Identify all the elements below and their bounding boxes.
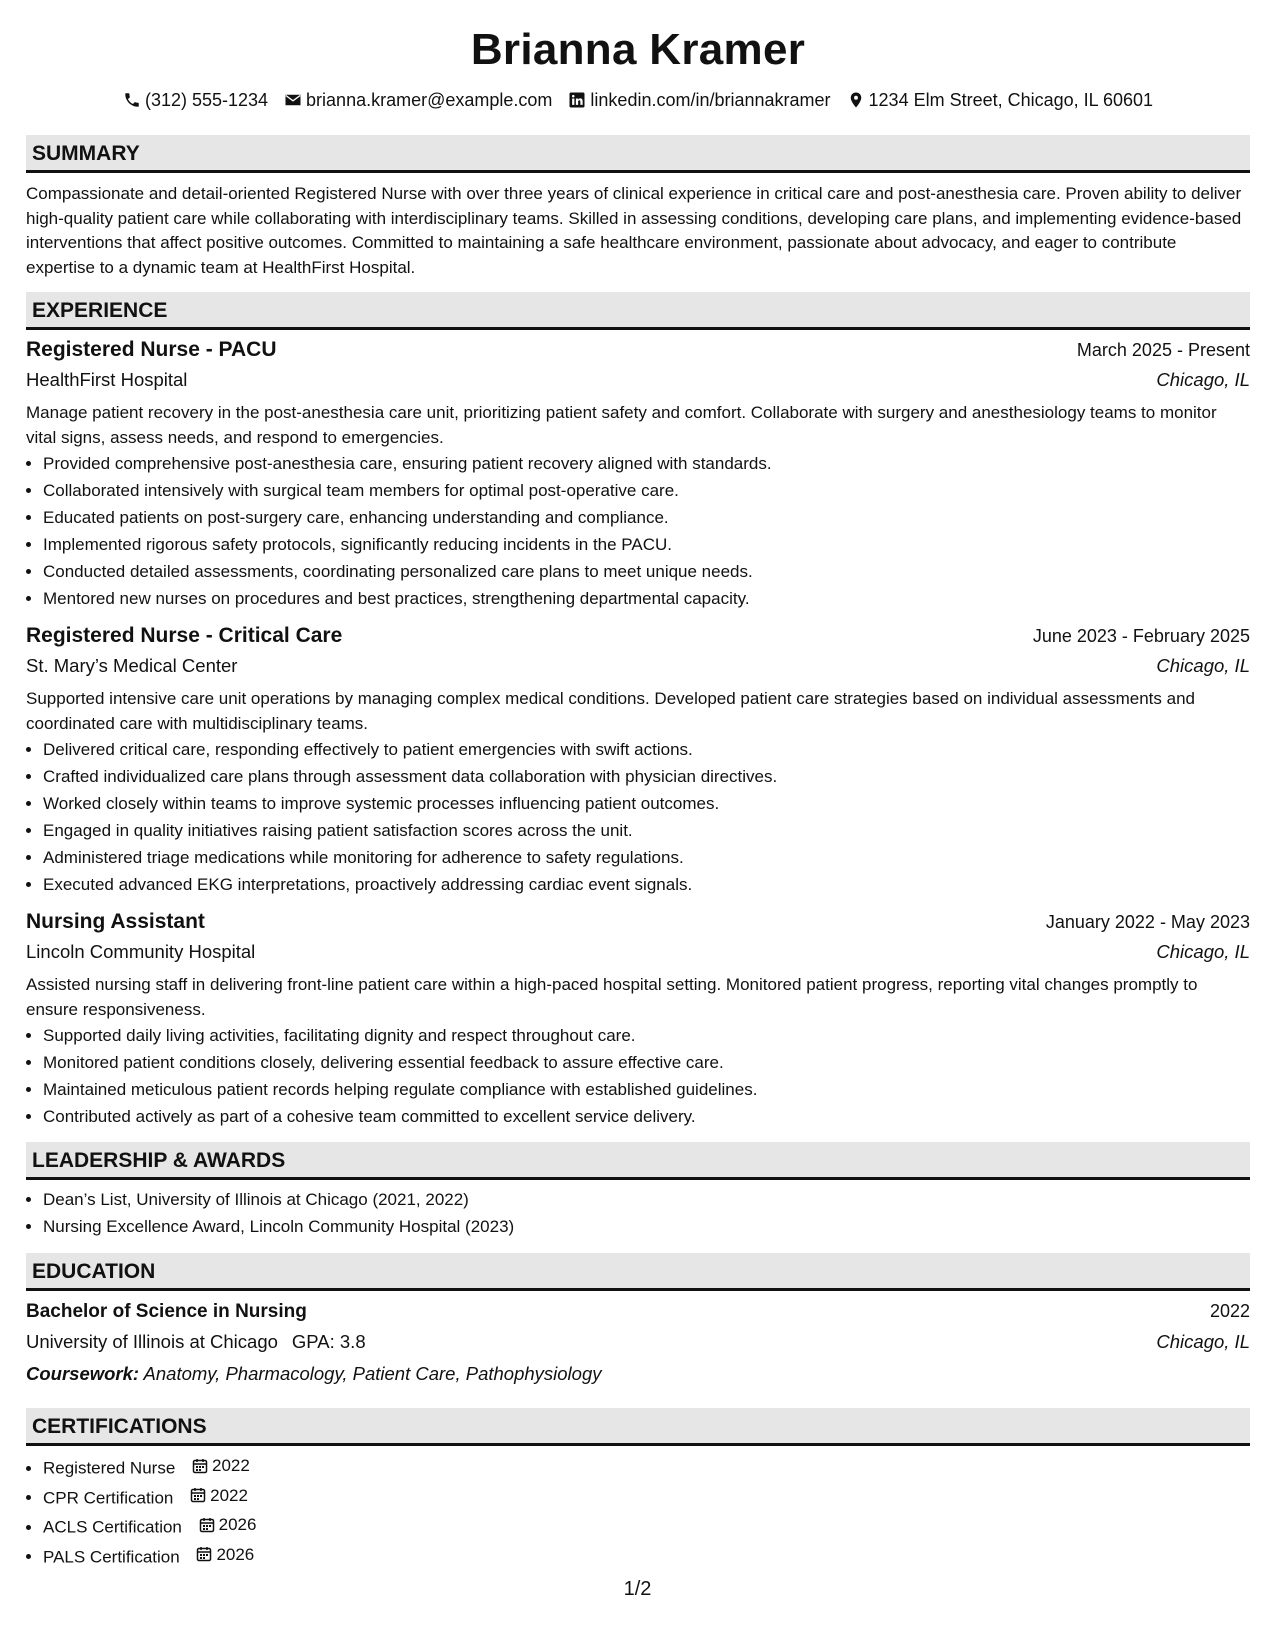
- resume-page: [26, 0, 1250, 1570]
- summary-section: [26, 135, 1250, 280]
- list-item: • Administered triage medications while monitoring for adherence to safety regulations.: [43, 844, 1250, 871]
- page-number: 1/2: [623, 1578, 652, 1600]
- list-item: • Worked closely within teams to improve systemic processes influencing patient outcomes.: [43, 790, 1250, 817]
- contact-address: [847, 89, 1154, 111]
- job-dates: January 2022 - May 2023: [1045, 912, 1250, 932]
- calendar-icon: [199, 1517, 215, 1533]
- certifications-section: [26, 1408, 1250, 1570]
- contact-bar: [26, 89, 1250, 111]
- candidate-name: Brianna Kramer: [470, 25, 806, 74]
- calendar-icon: [192, 1458, 208, 1474]
- job-organization: HealthFirst Hospital: [26, 369, 188, 390]
- certification-name: CPR Certification: [43, 1488, 174, 1507]
- certification-name: ACLS Certification: [43, 1517, 182, 1537]
- list-item: • Nursing Excellence Award, Lincoln Community Hospital (2023): [43, 1213, 1250, 1240]
- calendar-icon: [196, 1546, 212, 1562]
- list-item: • Maintained meticulous patient records helping regulate compliance with established guidelines.: [43, 1076, 1250, 1103]
- list-item: • Executed advanced EKG interpretations, proactively addressing cardiac event signals.: [43, 871, 1250, 898]
- list-item: • Supported daily living activities, facilitating dignity and respect throughout care.: [43, 1022, 1250, 1049]
- job-bullets: [26, 1022, 1250, 1130]
- job-entry: [26, 907, 1250, 1130]
- list-item: • Engaged in quality initiatives raising patient satisfaction scores across the unit.: [43, 817, 1250, 844]
- certification-year: 2026: [218, 1515, 257, 1534]
- degree-title: Bachelor of Science in Nursing: [26, 1301, 307, 1322]
- summary-text: Compassionate and detail-oriented Registered Nurse with over three years of clinical experience in critical care and post-anesthesia care. Proven ability to deliver high-quality patient care while collaborating with interdisciplinary teams. Skilled in assessing conditions, developing care plans, and implementing evidence-based interventions that affect positive outcomes. Committed to maintaining a safe healthcare environment, passionate about advocacy, and eager to contribute expertise to a dynamic team at HealthFirst Hospital.: [26, 184, 1242, 277]
- school-line: [26, 1327, 366, 1357]
- list-item: • Implemented rigorous safety protocols, significantly reducing incidents in the PACU.: [43, 531, 1250, 558]
- certification-year: 2022: [212, 1456, 250, 1475]
- section-heading: LEADERSHIP & AWARDS: [26, 1142, 1250, 1180]
- job-title: Nursing Assistant: [26, 910, 205, 933]
- contact-email: [284, 89, 552, 111]
- list-item: [43, 1511, 1250, 1541]
- coursework-line: [26, 1359, 1250, 1389]
- job-location: Chicago, IL: [1156, 655, 1250, 676]
- coursework-list: Anatomy, Pharmacology, Patient Care, Pathophysiology: [143, 1363, 602, 1384]
- list-item: • Conducted detailed assessments, coordinating personalized care plans to meet unique needs.: [43, 558, 1250, 585]
- list-item: [43, 1482, 1250, 1512]
- section-heading: EDUCATION: [26, 1253, 1250, 1291]
- job-description: Manage patient recovery in the post-anesthesia care unit, prioritizing patient safety and comfort. Collaborate with surgery and anesthesiology teams to monitor vital signs, assess needs, and respond to emergencies.: [26, 403, 1217, 447]
- certification-name: PALS Certification: [43, 1547, 180, 1566]
- email-text[interactable]: brianna.kramer@example.com: [306, 90, 553, 110]
- gpa: GPA: 3.8: [291, 1331, 366, 1352]
- school-location: Chicago, IL: [1156, 1331, 1250, 1352]
- section-heading: EXPERIENCE: [26, 292, 1250, 330]
- list-item: • Delivered critical care, responding effectively to patient emergencies with swift actions.: [43, 736, 1250, 763]
- experience-section: [26, 292, 1250, 1130]
- certification-year: 2026: [216, 1544, 255, 1564]
- list-item: [43, 1541, 1250, 1571]
- job-title: Registered Nurse - Critical Care: [26, 624, 343, 647]
- job-entry: [26, 335, 1250, 612]
- job-entry: [26, 621, 1250, 898]
- linkedin-icon: [568, 91, 586, 109]
- education-section: [26, 1253, 1250, 1389]
- coursework-label: Coursework:: [26, 1363, 140, 1384]
- list-item: • Crafted individualized care plans through assessment data collaboration with physician directives.: [43, 763, 1250, 790]
- certification-year: 2022: [210, 1485, 248, 1505]
- graduation-year: 2022: [1209, 1301, 1250, 1321]
- job-title: Registered Nurse - PACU: [26, 338, 277, 361]
- linkedin-text[interactable]: linkedin.com/in/briannakramer: [590, 90, 831, 110]
- list-item: [43, 1452, 1250, 1482]
- list-item: • Mentored new nurses on procedures and best practices, strengthening departmental capacity.: [43, 585, 1250, 612]
- leadership-section: [26, 1142, 1250, 1240]
- job-description: Supported intensive care unit operations by managing complex medical conditions. Developed patient care strategies based on individual assessments and coordinated care with multidisciplinary teams.: [26, 689, 1195, 733]
- list-item: • Provided comprehensive post-anesthesia care, ensuring patient recovery aligned with standards.: [43, 450, 1250, 477]
- map-marker-icon: [847, 91, 865, 109]
- job-organization: Lincoln Community Hospital: [26, 941, 256, 962]
- list-item: • Contributed actively as part of a cohesive team committed to excellent service delivery.: [43, 1103, 1250, 1130]
- awards-list: [26, 1186, 1250, 1240]
- list-item: • Educated patients on post-surgery care, enhancing understanding and compliance.: [43, 504, 1250, 531]
- job-location: Chicago, IL: [1156, 369, 1250, 390]
- certifications-list: [26, 1452, 1250, 1570]
- school-name: University of Illinois at Chicago: [26, 1331, 278, 1352]
- job-organization: St. Mary’s Medical Center: [26, 655, 238, 676]
- list-item: • Monitored patient conditions closely, delivering essential feedback to assure effective care.: [43, 1049, 1250, 1076]
- job-description: Assisted nursing staff in delivering front-line patient care within a high-paced hospital setting. Monitored patient progress, reporting vital changes promptly to ensure responsiveness.: [26, 975, 1198, 1019]
- section-heading: CERTIFICATIONS: [26, 1408, 1250, 1446]
- address-text: 1234 Elm Street, Chicago, IL 60601: [868, 90, 1154, 110]
- contact-linkedin: [568, 89, 830, 111]
- contact-phone: [123, 89, 268, 111]
- phone-text[interactable]: (312) 555-1234: [144, 90, 269, 110]
- certification-name: Registered Nurse: [43, 1458, 176, 1478]
- list-item: • Collaborated intensively with surgical team members for optimal post-operative care.: [43, 477, 1250, 504]
- calendar-icon: [190, 1487, 206, 1503]
- job-bullets: [26, 450, 1250, 612]
- job-dates: June 2023 - February 2025: [1032, 626, 1250, 646]
- job-dates: March 2025 - Present: [1076, 340, 1250, 360]
- list-item: • Dean’s List, University of Illinois at Chicago (2021, 2022): [43, 1186, 1250, 1213]
- section-heading: SUMMARY: [26, 135, 1250, 173]
- job-bullets: [26, 736, 1250, 898]
- job-location: Chicago, IL: [1156, 941, 1250, 962]
- envelope-icon: [284, 91, 302, 109]
- phone-icon: [123, 91, 141, 109]
